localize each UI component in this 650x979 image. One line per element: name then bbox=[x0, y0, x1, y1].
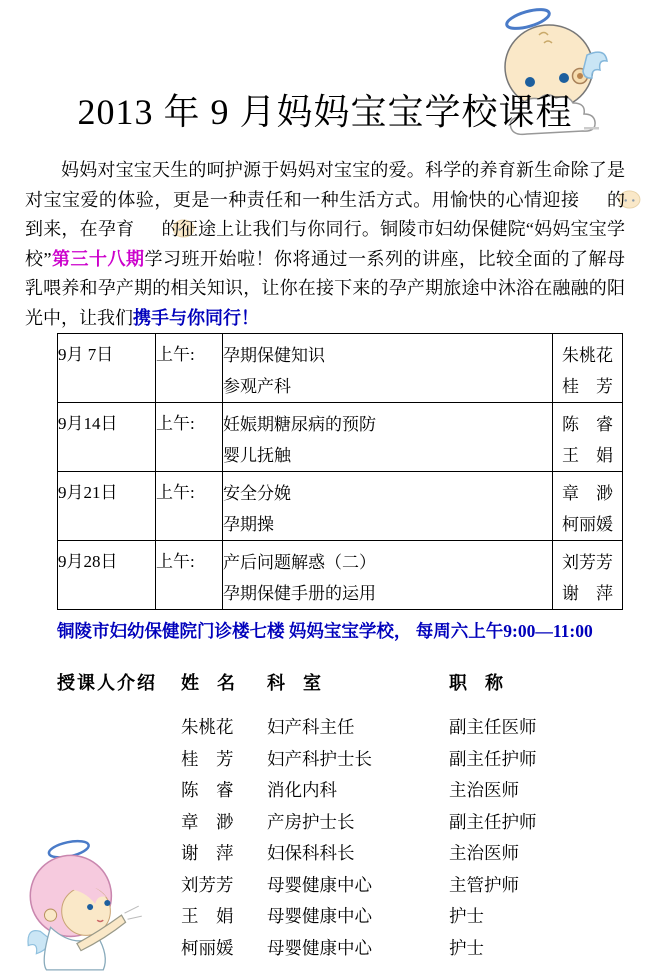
teacher-name: 陈 睿 bbox=[562, 415, 613, 434]
location-line: 铜陵市妇幼保健院门诊楼七楼 妈妈宝宝学校， 每周六上午9:00—11:00 bbox=[57, 621, 593, 641]
course-name: 产后问题解惑（二） bbox=[223, 553, 376, 572]
course-name: 孕期保健手册的运用 bbox=[223, 584, 376, 603]
instructor-title: 主治医师 bbox=[449, 843, 519, 863]
intro-text-1: 妈妈对宝宝天生的呵护源于妈妈对宝宝的爱。科学的养育新生命除了是对宝宝爱的体验，更是一种责任和一种生活方式。用愉快的心情迎接 bbox=[25, 160, 625, 210]
instructor-title: 护士 bbox=[449, 937, 484, 958]
page-title: 2013 年 9 月妈妈宝宝学校课程 bbox=[77, 92, 573, 132]
instructor-title: 主管护师 bbox=[449, 874, 519, 895]
instructors-header-department: 科 室 bbox=[267, 673, 321, 693]
intro-text-4: 学习班开始啦！你将通过一系列的讲座，比较全面的了解母乳喂养和孕产期的相关知识，让你在接下来的孕产期旅途中沐浴在融融的阳光中，让我们 bbox=[25, 248, 625, 328]
instructor-title: 主治医师 bbox=[449, 780, 519, 800]
schedule-table bbox=[57, 333, 623, 610]
instructor-title: 副主任医师 bbox=[449, 717, 537, 737]
schedule-row bbox=[58, 541, 623, 610]
baby-angel-bottom-image bbox=[10, 832, 157, 977]
schedule-time-cell: 上午: bbox=[156, 403, 223, 472]
schedule-course-cell bbox=[223, 403, 553, 472]
instructor-department: 妇产科主任 bbox=[267, 717, 355, 737]
schedule-course-cell bbox=[223, 472, 553, 541]
schedule-date-cell: 9月14日 bbox=[58, 403, 156, 472]
instructor-title: 护士 bbox=[449, 906, 484, 926]
course-name: 参观产科 bbox=[223, 377, 291, 396]
teacher-name: 王 娟 bbox=[562, 446, 613, 465]
instructor-department: 母婴健康中心 bbox=[267, 906, 372, 926]
instructors-header-title: 职 称 bbox=[449, 673, 503, 693]
instructor-name: 谢 萍 bbox=[181, 843, 234, 863]
schedule-row bbox=[58, 334, 623, 403]
teacher-name: 柯丽媛 bbox=[562, 515, 613, 534]
course-name: 安全分娩 bbox=[223, 484, 291, 503]
instructor-department: 母婴健康中心 bbox=[267, 874, 372, 895]
instructor-name: 柯丽媛 bbox=[181, 937, 234, 958]
intro-highlight: 第三十八期 bbox=[51, 248, 145, 269]
instructor-department: 妇产科护士长 bbox=[267, 748, 372, 769]
instructors-header-row bbox=[57, 668, 623, 712]
instructor-title: 副主任护师 bbox=[449, 748, 537, 769]
intro-text-3: 的征途上让我们与你同行。铜陵市妇幼保健院“妈妈宝宝学校” bbox=[25, 219, 625, 269]
schedule-teacher-cell bbox=[553, 334, 623, 403]
baby-face-icon bbox=[580, 189, 607, 208]
instructor-department: 消化内科 bbox=[267, 780, 337, 800]
schedule-table-body bbox=[58, 334, 623, 610]
teacher-name: 刘芳芳 bbox=[562, 553, 613, 572]
teacher-name: 桂 芳 bbox=[562, 377, 613, 396]
instructor-department: 妇保科科长 bbox=[267, 843, 355, 863]
schedule-time-cell: 上午: bbox=[156, 541, 223, 610]
schedule-course-cell bbox=[223, 541, 553, 610]
course-name: 妊娠期糖尿病的预防 bbox=[223, 415, 376, 434]
instructor-row bbox=[57, 775, 623, 807]
schedule-teacher-cell bbox=[553, 472, 623, 541]
instructor-name: 刘芳芳 bbox=[181, 874, 234, 895]
instructor-department: 母婴健康中心 bbox=[267, 937, 372, 958]
instructor-row bbox=[57, 744, 623, 776]
schedule-teacher-cell bbox=[553, 403, 623, 472]
teacher-name: 章 渺 bbox=[562, 484, 613, 503]
teacher-name: 谢 萍 bbox=[562, 584, 613, 603]
schedule-date-cell: 9月21日 bbox=[58, 472, 156, 541]
schedule-date-cell: 9月 7日 bbox=[58, 334, 156, 403]
instructor-department: 产房护士长 bbox=[267, 811, 355, 832]
schedule-row bbox=[58, 403, 623, 472]
instructor-title: 副主任护师 bbox=[449, 811, 537, 832]
instructor-name: 王 娟 bbox=[181, 906, 234, 926]
course-name: 孕期保健知识 bbox=[223, 346, 325, 365]
instructor-row bbox=[57, 712, 623, 744]
course-name: 婴儿抚触 bbox=[223, 446, 291, 465]
instructors-header-name: 姓 名 bbox=[181, 673, 235, 693]
schedule-course-cell bbox=[223, 334, 553, 403]
schedule-date-cell: 9月28日 bbox=[58, 541, 156, 610]
intro-slogan: 携手与你同行！ bbox=[133, 307, 259, 328]
instructor-name: 桂 芳 bbox=[181, 748, 234, 769]
instructor-name: 章 渺 bbox=[181, 811, 234, 832]
schedule-time-cell: 上午: bbox=[156, 472, 223, 541]
intro-text-2: 的到来，在孕育 bbox=[25, 189, 625, 239]
course-name: 孕期操 bbox=[223, 515, 274, 534]
teacher-name: 朱桃花 bbox=[562, 346, 613, 365]
schedule-teacher-cell bbox=[553, 541, 623, 610]
baby-face-icon bbox=[134, 218, 161, 237]
instructor-name: 陈 睿 bbox=[181, 780, 234, 800]
schedule-row bbox=[58, 472, 623, 541]
angel-wing-icon bbox=[583, 52, 607, 78]
instructor-name: 朱桃花 bbox=[181, 717, 234, 737]
instructors-section-label: 授课人介绍 bbox=[57, 673, 157, 693]
intro-paragraph bbox=[25, 156, 625, 333]
schedule-time-cell: 上午: bbox=[156, 334, 223, 403]
